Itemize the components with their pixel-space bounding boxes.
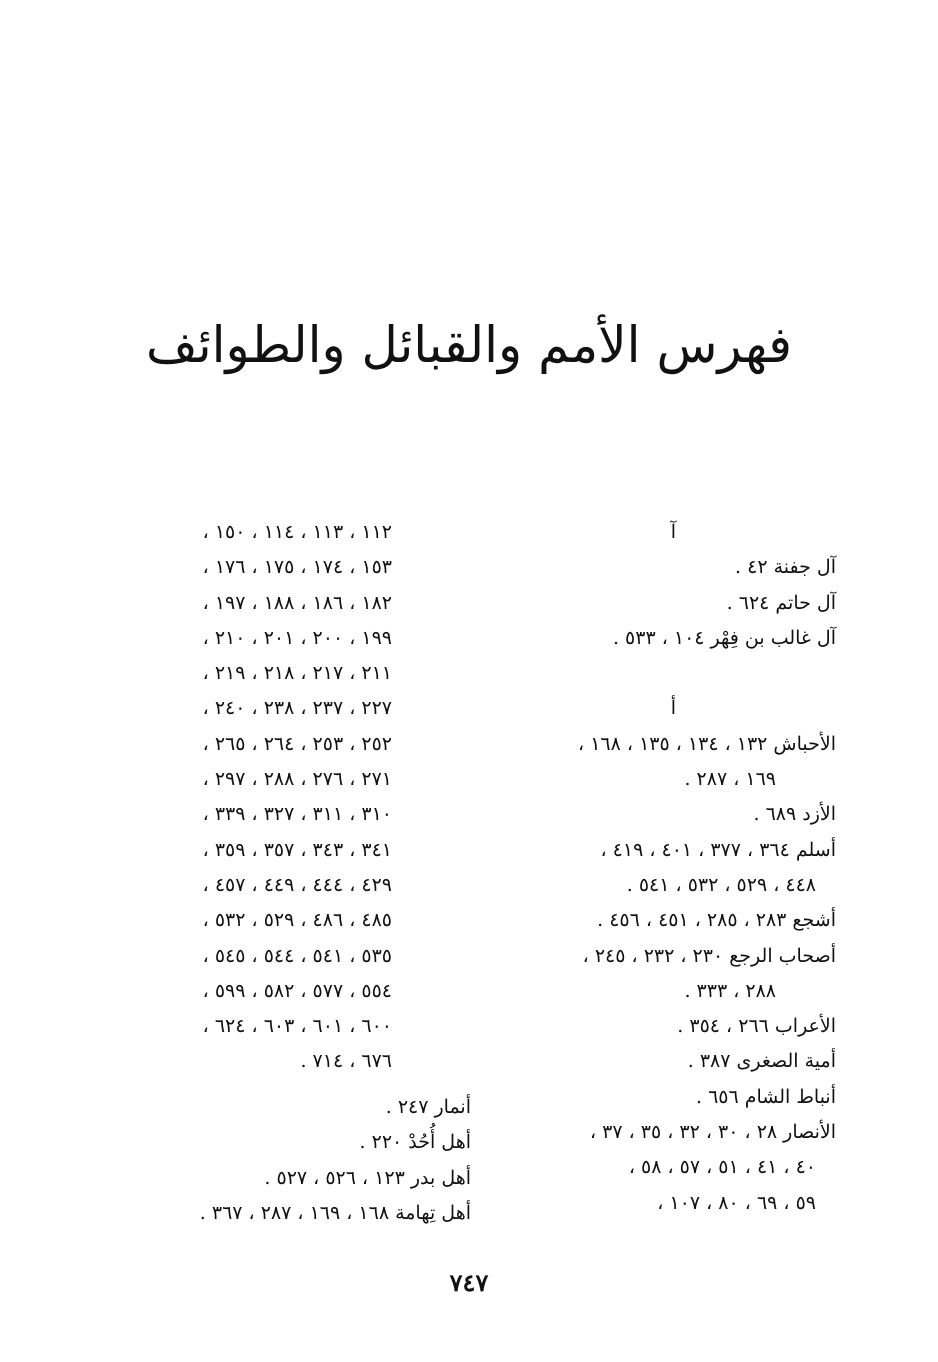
index-entry: أهل تِهامة ١٦٨ ، ١٦٩ ، ٢٨٧ ، ٣٦٧ .	[199, 1201, 471, 1224]
index-entry-continuation: ٢٥٢ ، ٢٥٣ ، ٢٦٤ ، ٢٦٥ ،	[202, 732, 392, 755]
index-entry-continuation: ٥٩ ، ٦٩ ، ٨٠ ، ١٠٧ ،	[657, 1191, 816, 1214]
index-column-left-continuation	[92, 515, 392, 1080]
index-entry: أسلم ٣٦٤ ، ٣٧٧ ، ٤٠١ ، ٤١٩ ،	[600, 838, 836, 861]
index-entry-continuation: ١١٢ ، ١١٣ ، ١١٤ ، ١٥٠ ،	[202, 521, 392, 543]
index-entry-continuation: ٤٨٥ ، ٤٨٦ ، ٥٢٩ ، ٥٣٢ ،	[202, 909, 392, 932]
index-entry: آل جفنة ٤٢ .	[735, 556, 836, 579]
page-number: ٧٤٧	[449, 1268, 489, 1297]
index-entry-continuation: ١٦٩ ، ٢٨٧ .	[684, 768, 776, 791]
index-entry-continuation: ١٩٩ ، ٢٠٠ ، ٢٠١ ، ٢١٠ ،	[202, 626, 392, 649]
index-entry-continuation: ١٨٢ ، ١٨٦ ، ١٨٨ ، ١٩٧ ،	[202, 591, 392, 614]
index-entry: أهل بدر ١٢٣ ، ٥٢٦ ، ٥٢٧ .	[264, 1166, 471, 1189]
index-column-left-entries	[131, 1090, 471, 1231]
index-entry-continuation: ٤٤٨ ، ٥٢٩ ، ٥٣٢ ، ٥٤١ .	[626, 873, 816, 896]
index-entry: أنمار ٢٤٧ .	[385, 1096, 471, 1118]
index-entry-continuation: ٢٢٧ ، ٢٣٧ ، ٢٣٨ ، ٢٤٠ ،	[202, 697, 392, 720]
section-letter-alef-madda: آ	[670, 521, 676, 543]
index-entry: الأعراب ٢٦٦ ، ٣٥٤ .	[677, 1015, 836, 1038]
index-entry-continuation: ٢١١ ، ٢١٧ ، ٢١٨ ، ٢١٩ ،	[202, 662, 392, 685]
index-entry: آل غالب بن فِهْر ١٠٤ ، ٥٣٣ .	[612, 626, 836, 649]
blank-line	[496, 656, 836, 691]
index-entry: الأزد ٦٨٩ .	[753, 803, 836, 826]
index-column-right	[496, 515, 836, 1221]
index-entry-continuation: ٤٢٩ ، ٤٤٤ ، ٤٤٩ ، ٤٥٧ ،	[202, 873, 392, 896]
index-entry: أهل أُحُدْ ٢٢٠ .	[359, 1131, 471, 1154]
index-entry-continuation: ٣١٠ ، ٣١١ ، ٣٢٧ ، ٣٣٩ ،	[202, 803, 392, 826]
index-entry-continuation: ٦٧٦ ، ٧١٤ .	[300, 1050, 392, 1073]
index-entry-continuation: ٣٤١ ، ٣٤٣ ، ٣٥٧ ، ٣٥٩ ،	[202, 838, 392, 861]
page-title: فهرس الأمم والقبائل والطوائف	[145, 316, 793, 374]
section-letter-alef: أ	[670, 697, 676, 720]
index-entry: الأنصار ٢٨ ، ٣٠ ، ٣٢ ، ٣٥ ، ٣٧ ،	[589, 1121, 836, 1144]
index-entry-continuation: ٥٣٥ ، ٥٤١ ، ٥٤٤ ، ٥٤٥ ،	[202, 944, 392, 967]
index-entry-continuation: ٥٥٤ ، ٥٧٧ ، ٥٨٢ ، ٥٩٩ ،	[202, 979, 392, 1002]
index-entry-continuation: ٦٠٠ ، ٦٠١ ، ٦٠٣ ، ٦٢٤ ،	[202, 1015, 392, 1038]
index-entry: أنباط الشام ٦٥٦ .	[695, 1085, 836, 1108]
index-entry-continuation: ٤٠ ، ٤١ ، ٥١ ، ٥٧ ، ٥٨ ،	[628, 1156, 816, 1179]
index-entry-continuation: ٢٧١ ، ٢٧٦ ، ٢٨٨ ، ٢٩٧ ،	[202, 768, 392, 791]
index-entry-continuation: ١٥٣ ، ١٧٤ ، ١٧٥ ، ١٧٦ ،	[202, 556, 392, 579]
index-entry: أصحاب الرجع ٢٣٠ ، ٢٣٢ ، ٢٤٥ ،	[582, 944, 836, 967]
index-entry: الأحباش ١٣٢ ، ١٣٤ ، ١٣٥ ، ١٦٨ ،	[578, 732, 836, 755]
index-entry: أمية الصغرى ٣٨٧ .	[687, 1050, 836, 1073]
index-entry: أشجع ٢٨٣ ، ٢٨٥ ، ٤٥١ ، ٤٥٦ .	[597, 909, 836, 932]
index-entry: آل حاتم ٦٢٤ .	[726, 591, 836, 614]
index-entry-continuation: ٢٨٨ ، ٣٣٣ .	[684, 979, 776, 1002]
